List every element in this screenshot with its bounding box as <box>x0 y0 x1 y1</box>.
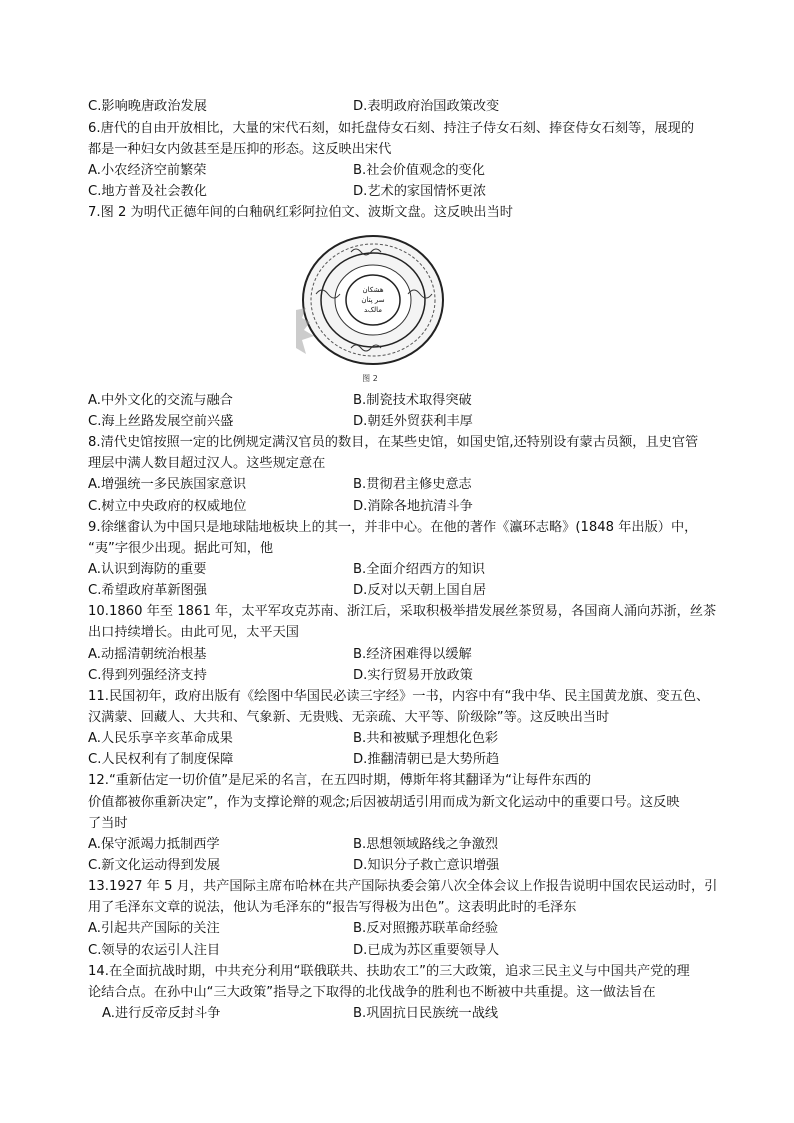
q12-stem-line-3: 了当时 <box>88 816 128 831</box>
q14-option-b: B.巩固抗日民族统一战线 <box>353 1006 499 1021</box>
q13-options-row-1 <box>88 918 728 939</box>
q10-stem-line-1: 10.1860 年至 1861 年，太平军攻克苏南、浙江后，采取积极举措发展丝茶贸易，各国商人涌向苏浙，丝茶 <box>88 604 717 619</box>
q13-option-b: B.反对照搬苏联革命经验 <box>353 921 499 936</box>
q8-option-a: A.增强统一多民族国家意识 <box>88 477 247 492</box>
inscription-line-3: ﻣﺎﻟﮏﺪ <box>364 306 382 314</box>
plate-image <box>296 232 446 372</box>
q11-option-c: C.人民权利有了制度保障 <box>88 752 234 767</box>
q6-stem-line-1: 6.唐代的自由开放相比，大量的宋代石刻，如托盘侍女石刻、持注子侍女石刻、捧奁侍女石刻等，展现的 <box>88 121 695 136</box>
q9-option-a: A.认识到海防的重要 <box>88 562 207 577</box>
q6-options-row-2 <box>88 181 728 202</box>
q8-stem-line-2: 理层中满人数目超过汉人。这些规定意在 <box>88 456 326 471</box>
q6-stem-line-2: 都是一种妇女内敛甚至是压抑的形态。这反映出宋代 <box>88 142 392 157</box>
q14-stem-line-2: 论结合点。在孙中山“三大政策”指导之下取得的北伐战争的胜利也不断被中共重提。这一做法旨在 <box>88 985 656 1000</box>
q12-option-b: B.思想领域路线之争激烈 <box>353 837 499 852</box>
q5-options-row <box>88 96 728 117</box>
q10-option-a: A.动摇清朝统治根基 <box>88 647 207 662</box>
q10-options-row-1 <box>88 644 728 665</box>
q12-option-d: D.知识分子救亡意识增强 <box>353 858 500 873</box>
q13-option-c: C.领导的农运引人注目 <box>88 943 221 958</box>
q8-options-row-1 <box>88 474 728 495</box>
q11-options-row-1 <box>88 728 728 749</box>
q12-options-row-2 <box>88 855 728 876</box>
q8-option-d: D.消除各地抗清斗争 <box>353 499 473 514</box>
q14-stem-line-1: 14.在全面抗战时期，中共充分利用“联俄联共、扶助农工”的三大政策，追求三民主义与中国共产党的理 <box>88 964 690 979</box>
q7-option-c: C.海上丝路发展空前兴盛 <box>88 414 234 429</box>
q7-option-a: A.中外文化的交流与融合 <box>88 393 233 408</box>
q7-option-b: B.制瓷技术取得突破 <box>353 393 472 408</box>
q13-stem-line-1: 13.1927 年 5 月，共产国际主席布哈林在共产国际执委会第八次全体会议上作报告说明中国农民运动时，引 <box>88 879 718 894</box>
q5-option-c: C.影响晚唐政治发展 <box>88 99 207 114</box>
q5-option-d: D.表明政府治国政策改变 <box>353 99 500 114</box>
q6-option-a: A.小农经济空前繁荣 <box>88 163 207 178</box>
q7-options-row-1 <box>88 390 728 411</box>
inscription-line-2: ﺳﺮ ﭘﺘﺎﻥ <box>361 296 385 304</box>
q9-option-b: B.全面介绍西方的知识 <box>353 562 485 577</box>
q6-option-d: D.艺术的家国情怀更浓 <box>353 184 487 199</box>
q8-option-c: C.树立中央政府的权威地位 <box>88 499 247 514</box>
q10-options-row-2 <box>88 665 728 686</box>
q14-options-row-1 <box>88 1003 728 1024</box>
q7-stem-line-1: 7.图 2 为明代正德年间的白釉矾红彩阿拉伯文、波斯文盘。这反映出当时 <box>88 205 513 220</box>
q9-option-d: D.反对以天朝上国自居 <box>353 583 487 598</box>
q6-option-b: B.社会价值观念的变化 <box>353 163 485 178</box>
q13-options-row-2 <box>88 940 728 961</box>
q12-options-row-1 <box>88 834 728 855</box>
q6-option-c: C.地方普及社会教化 <box>88 184 207 199</box>
q11-options-row-2 <box>88 749 728 770</box>
q6-options-row-1 <box>88 160 728 181</box>
q11-stem-line-1: 11.民国初年，政府出版有《绘图中华国民必读三字经》一书，内容中有“我中华、民主国黄龙旗、变五色、 <box>88 689 710 704</box>
q11-option-d: D.推翻清朝已是大势所趋 <box>353 752 500 767</box>
q7-options-row-2 <box>88 411 728 432</box>
q13-option-d: D.已成为苏区重要领导人 <box>353 943 500 958</box>
inscription-line-1: ﻫﺸﮑﺎن <box>362 286 384 294</box>
q14-option-a: A.进行反帝反封斗争 <box>102 1006 221 1021</box>
q10-option-c: C.得到列强经济支持 <box>88 668 207 683</box>
q8-options-row-2 <box>88 496 728 517</box>
q9-stem-line-2: “夷”字很少出现。据此可知，他 <box>88 541 274 556</box>
q10-option-d: D.实行贸易开放政策 <box>353 668 473 683</box>
q12-stem-line-2: 价值都被你重新决定”，作为支撑论辩的观念;后因被胡适引用而成为新文化运动中的重要口号。这反映 <box>88 795 680 810</box>
q11-option-a: A.人民乐享辛亥革命成果 <box>88 731 233 746</box>
q9-stem-line-1: 9.徐继畬认为中国只是地球陆地板块上的其一，并非中心。在他的著作《瀛环志略》(1848 年出版）中， <box>88 520 698 535</box>
q13-option-a: A.引起共产国际的关注 <box>88 921 220 936</box>
q8-option-b: B.贯彻君主修史意志 <box>353 477 472 492</box>
q12-stem-line-1: 12.“重新估定一切价值”是尼采的名言，在五四时期，傅斯年将其翻译为“让每件东西的 <box>88 773 592 788</box>
q12-option-c: C.新文化运动得到发展 <box>88 858 221 873</box>
q9-options-row-1 <box>88 559 728 580</box>
q9-option-c: C.希望政府革新图强 <box>88 583 207 598</box>
q7-option-d: D.朝廷外贸获利丰厚 <box>353 414 473 429</box>
q10-stem-line-2: 出口持续增长。由此可见，太平天国 <box>88 625 299 640</box>
q9-options-row-2 <box>88 580 728 601</box>
q11-stem-line-2: 汉满蒙、回藏人、大共和、气象新、无贵贱、无亲疏、大平等、阶级除”等。这反映出当时 <box>88 710 610 725</box>
figure-caption: 图 2 <box>362 374 378 383</box>
q12-option-a: A.保守派竭力抵制西学 <box>88 837 220 852</box>
q13-stem-line-2: 用了毛泽东文章的说法，他认为毛泽东的“报告写得极为出色”。这表明此时的毛泽东 <box>88 900 577 915</box>
plate-drawing <box>296 232 446 372</box>
q11-option-b: B.共和被赋予理想化色彩 <box>353 731 499 746</box>
q10-option-b: B.经济困难得以缓解 <box>353 647 472 662</box>
q8-stem-line-1: 8.清代史馆按照一定的比例规定满汉官员的数目，在某些史馆，如国史馆,还特别设有蒙古员额，且史官管 <box>88 435 699 450</box>
